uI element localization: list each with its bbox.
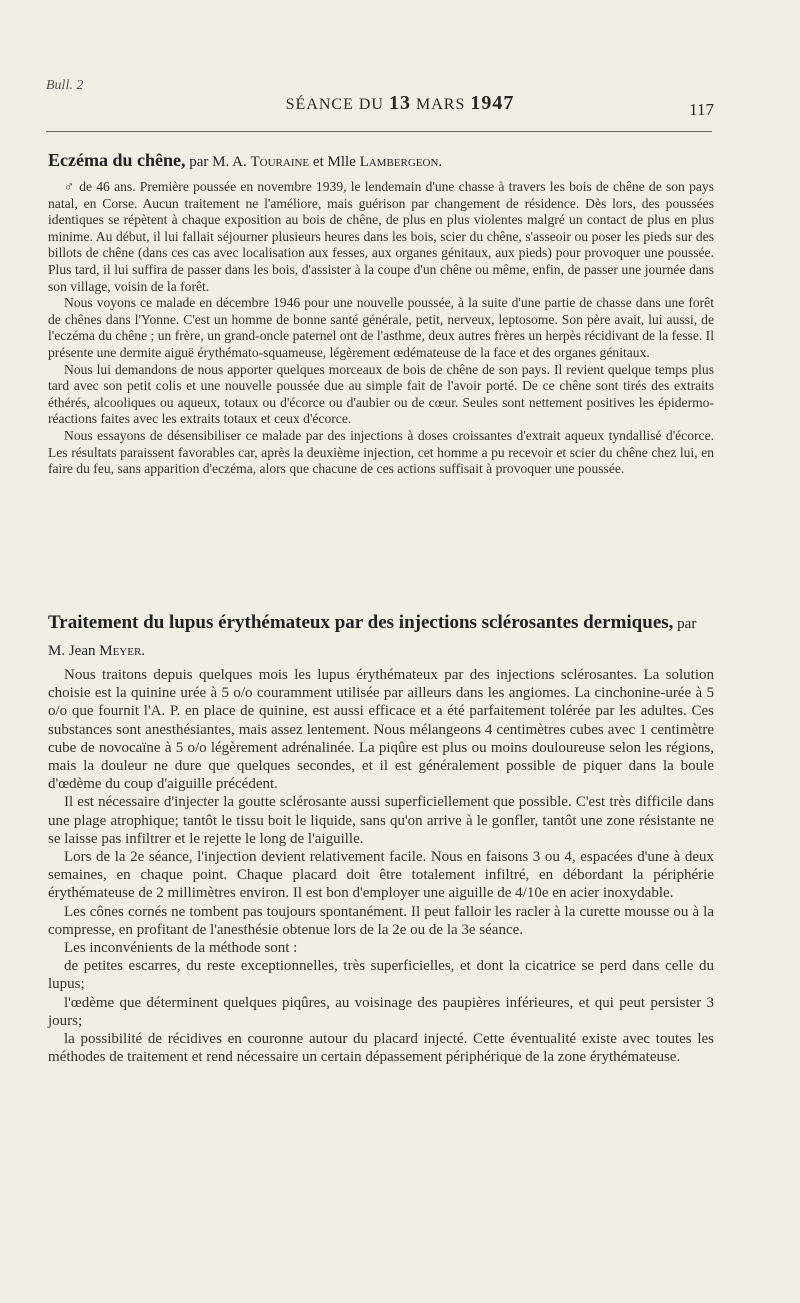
running-head-day: 13 <box>388 92 411 114</box>
article2-title: Traitement du lupus érythémateux par des injections sclérosantes dermiques, <box>48 612 674 633</box>
article1-title-line <box>48 150 714 171</box>
article1-title: Eczéma du chêne, <box>48 150 186 170</box>
article2-paragraph: Nous traitons depuis quelques mois les lupus érythémateux par des injections sclérosantes. La solution choisie est la quinine urée à 5 o/o couramment utilisée par ailleurs dans les angiomes. La cinchonine-urée à 5 o/o que fournit l'A. P. en place de quinine, est aussi efficace et a été parfaitement tolérée par les adultes. Ces substances sont anesthésiantes, mais assez lentement. Nous mélangeons 4 centimètres cubes avec 1 centimètre cube de novocaïne à 5 o/o légèrement adrénalinée. La piqûre est plus ou moins douloureuse selon les régions, mais la douleur ne dure que quelques secondes, et il est généralement possible de piquer dans la boule d'œdème du coup d'aiguille précédent. <box>48 667 714 793</box>
page-number: 117 <box>689 100 714 119</box>
article2-paragraph: Il est nécessaire d'injecter la goutte sclérosante aussi superficiellement que possible. C'est très difficile dans une plage atrophique; tantôt le tissu boit le liquide, sans qu'on arrive à le gonfler, tantôt une zone résistante ne se laisse pas infiltrer et le rejette le long de l'aiguille. <box>48 794 714 847</box>
article1-paragraph: ♂ de 46 ans. Première poussée en novembre 1939, le lendemain d'une chasse à travers les bois de chêne de son pays natal, en Corse. Aucun traitement ne l'améliore, mais guérison par changement de résidence. Dès lors, des poussées identiques se répètent à chaque exposition au bois de chêne, de plus en plus violentes malgré un contact de plus en plus minime. Au début, il lui fallait séjourner plusieurs heures dans les bois, scier du chêne, s'asseoir ou poser les pieds sur des billots de chêne (dans ces cas avec localisation aux fesses, aux organes génitaux, aux pieds) pour provoquer une poussée. Plus tard, il lui suffira de passer dans les bois, d'assister à la coupe d'un chêne ou même, enfin, de passer une journée dans son village, voisin de la forêt. <box>48 179 714 294</box>
article1-author2: Lambergeon. <box>359 154 443 170</box>
article1-paragraph: Nous lui demandons de nous apporter quelques morceaux de bois de chêne de son pays. Il revient quelque temps plus tard avec son petit colis et une nouvelle poussée due au simple fait de l'avoir porté. De ce chêne sont tirés des extraits éthérés, alcooliques ou aqueux, totaux ou d'écorce ou d'aubier ou de cœur. Seules sont nettement positives les épidermo-réactions faites avec les extraits totaux et ceux d'écorce. <box>48 361 714 427</box>
article2-list-item: la possibilité de récidives en couronne autour du placard injecté. Cette éventualité existe avec toutes les méthodes de traitement et rend nécessaire un certain dépassement périphérique de la zone érythémateuse. <box>48 1031 714 1066</box>
article2-byline-prefix: par M. Jean <box>48 616 697 659</box>
article1-paragraph: Nous voyons ce malade en décembre 1946 pour une nouvelle poussée, à la suite d'une partie de chasse dans une forêt de chênes dans l'Yonne. C'est un homme de bonne santé générale, petit, nerveux, leptosome. Son père avait, lui aussi, de l'eczéma du chêne ; un frère, un grand-oncle paternel ont de l'asthme, deux autres frères un herpès récidivant de la fesse. Il présente une dermite aiguë érythémato-squameuse, légèrement œdémateuse de la face et des organes génitaux. <box>48 295 714 360</box>
running-head-pre: SÉANCE DU <box>285 96 389 113</box>
article1-byline-mid: et Mlle <box>309 154 360 170</box>
article1-heading <box>48 150 714 171</box>
article2-list-item: de petites escarres, du reste exceptionnelles, très superficielles, et dont la cicatrice se perd dans celle du lupus; <box>48 958 714 993</box>
article1-body <box>48 179 714 478</box>
article1-paragraph: Nous essayons de désensibiliser ce malade par des injections à doses croissantes d'extrait aqueux tyndallisé d'écorce. Les résultats paraissent favorables car, après la deuxième injection, cet homme a pu recevoir et scier du chêne chez lui, en faire du feu, sans apparition d'eczéma, alors que chacune de ces actions suffisait à provoquer une poussée. <box>48 427 714 477</box>
article2-title-line <box>48 610 714 664</box>
bulletin-series-label: Bull. 2 <box>46 78 84 93</box>
article2-body <box>48 666 714 1066</box>
article2-heading <box>48 610 714 664</box>
running-head-month: MARS <box>410 96 471 113</box>
article2-paragraph: Lors de la 2e séance, l'injection devient relativement facile. Nous en faisons 3 ou 4, espacées d'une à deux semaines, en chaque point. Chaque placard doit être totalement infiltré, en débordant la périphérie érythémateuse de 2 millimètres environ. Il est bon d'employer une aiguille de 4/10e en acier inoxydable. <box>48 849 714 902</box>
article2-paragraph: Les cônes cornés ne tombent pas toujours spontanément. Il peut falloir les racler à la curette mousse ou à la compresse, en profitant de l'anesthésie obtenue lors de la 2e ou de la 3e séance. <box>48 903 714 938</box>
running-head-year: 1947 <box>470 92 515 114</box>
article1-byline-prefix: par M. A. <box>185 154 251 170</box>
article2-paragraph: Les inconvénients de la méthode sont : <box>64 940 298 957</box>
running-head <box>0 92 800 115</box>
article1-author1: Touraine <box>250 154 310 170</box>
header-rule <box>46 131 712 132</box>
article2-author: Meyer. <box>99 643 146 659</box>
article2-list-item: l'œdème que déterminent quelques piqûres, au voisinage des paupières inférieures, et qui peut persister 3 jours; <box>48 994 714 1029</box>
